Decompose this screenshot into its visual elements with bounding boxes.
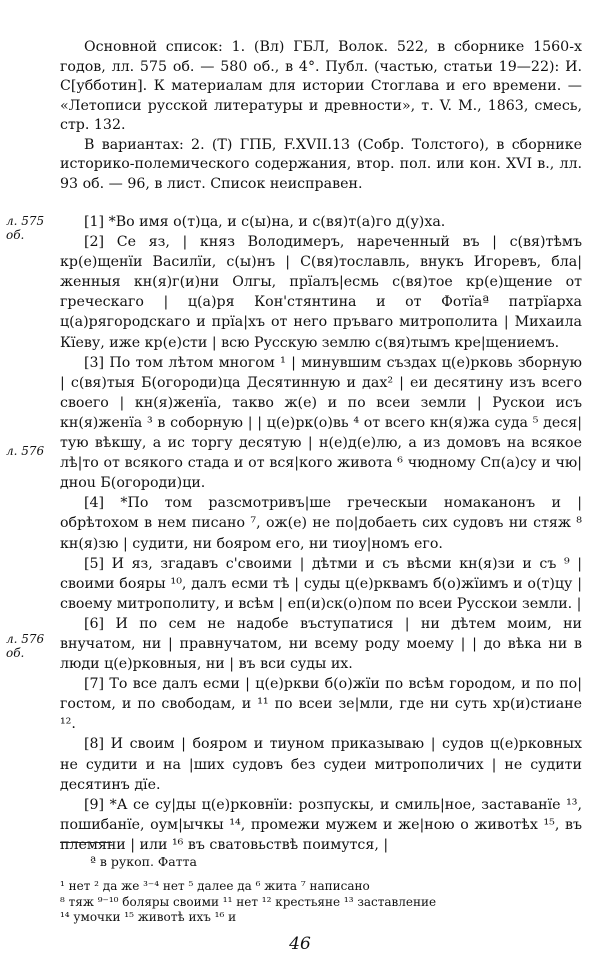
paragraph-5: [5] И яз, згадавъ с'своими | дѣтми и съ вѣсми кн(я)зи и съ ⁹ | своими бояры ¹⁰, далъ есми тѣ | суды ц(е)рквамъ б(о)жїимъ и о(т)цу | своему митрополиту, и всѣм | еп(и)ск(о)пом по всеи Русскои земли. |	[60, 555, 582, 612]
paragraph-3: [3] По том лѣтом многом ¹ | минувшим създах ц(е)рковь зборную | с(вя)тыя Б(огороди)ца Десятинную и дах² | еи десятину изъ всего своего | кн(я)женїа, такво ж(е) и по всеи земли | Рускои исъ кн(я)женїа ³ в соборную | | ц(е)рк(о)вь ⁴ от всего кн(я)жа суда ⁵ деся|тую вѣкшу, а ис торгу десятую | н(е)д(е)лю, а из домовъ на всякое лѣ|то от всякого стада и от вся|кого живота ⁶ чюдному Сп(а)су и чю|дноu Б(огороди)ци.	[60, 354, 582, 492]
margin-note-576: л. 576	[6, 444, 45, 458]
source-main-list: Основной список: 1. (Вл) ГБЛ, Волок. 522, в сборнике 1560-х годов, лл. 575 об. — 580 об., в 4°. Публ. (частью, статьи 19—22): И. С[убботин]. К материалам для истории Стоглава и его времени. — «Летописи русской литературы и древности», т. V. М., 1863, смесь, стр. 132.	[60, 39, 582, 133]
source-description	[60, 38, 582, 194]
source-variants: В вариантах: 2. (Т) ГПБ, F.XVII.13 (Собр. Толстого), в сборнике историко-полемического содержания, втор. пол. или кон. XVI в., лл. 93 об. — 96, в лист. Список неисправен.	[60, 136, 582, 192]
paragraph-8: [8] И своим | бояром и тиуном приказываю | судов ц(е)рковных не судити и на |ших судовъ без судеи митрополичих | не судити десятинъ дїе.	[60, 736, 582, 793]
variant-notes-line-2: ⁸ тяж ⁹⁻¹⁰ боляры своими ¹¹ нет ¹² крестьяне ¹³ заставление	[60, 894, 437, 909]
footnote-divider	[60, 842, 112, 843]
margin-note-576ob: л. 576 об.	[6, 632, 45, 660]
paragraph-1: [1] *Во имя о(т)ца, и с(ы)на, и с(вя)т(а)го д(у)ха.	[84, 214, 446, 230]
variant-notes	[60, 879, 582, 926]
margin-note-575ob: л. 575 об.	[6, 214, 45, 242]
variant-notes-line-1: ¹ нет ² да же ³⁻⁴ нет ⁵ далее да ⁶ жита ⁷ написано	[60, 879, 370, 893]
paragraph-4: [4] *По том разсмотривъ|ше греческыи номаканонъ и | обрѣтохом в нем писано ⁷, ож(е) не по|добаеть сих судовъ ни стяж ⁸ кн(я)зю | судити, ни бояром его, ни тиоу|номъ его.	[60, 495, 582, 552]
paragraph-2: [2] Се яз, | княз Володимеръ, нареченный въ | с(вя)тѣмъ кр(е)щенїи Василїи, с(ы)нъ | С(вя)тославль, внукъ Игоревъ, бла|женныя кн(я)г(и)ни Олгы, прїалъ|есмь с(вя)тое кр(е)щение от греческаго | ц(а)ря Кон'стянтина и от Фотїаª патрїарха ц(а)рягородскаго и прїа|хъ от него пръваго митрополита | Михаила Кїеву, иже кр(е)сти | всю Русскую землю с(вя)тымъ кре|щениемъ.	[60, 234, 582, 351]
footnote-a: ª в рукоп. Фатта	[90, 854, 198, 869]
paragraph-9: [9] *А се су|ды ц(е)рковнїи: розпускы, и смиль|ное, заставанїе ¹³, пошибанїе, оум|ычкы ¹⁴, промежи мужем и же|ною о животѣх ¹⁵, въ племяни | или ¹⁶ въ сватовьствѣ поимутся, |	[60, 796, 582, 853]
charter-text	[60, 212, 582, 855]
variant-notes-line-3: ¹⁴ умочки ¹⁵ животѣ ихъ ¹⁶ и	[60, 910, 237, 924]
paragraph-6: [6] И по сем не надобе въступатися | ни дѣтем моим, ни внучатом, ни | правнучатом, ни всему роду моему | | до вѣка ни в люди ц(е)рковныя, ни | въ вси суды их.	[60, 615, 582, 673]
page-number: 46	[289, 934, 311, 954]
paragraph-7: [7] То все далъ есми | ц(е)ркви б(о)жїи по всѣм городом, и по по|гостом, и по свободам, и ¹¹ по всеи зе|мли, где ни суть хр(и)стиане ¹².	[60, 676, 582, 733]
